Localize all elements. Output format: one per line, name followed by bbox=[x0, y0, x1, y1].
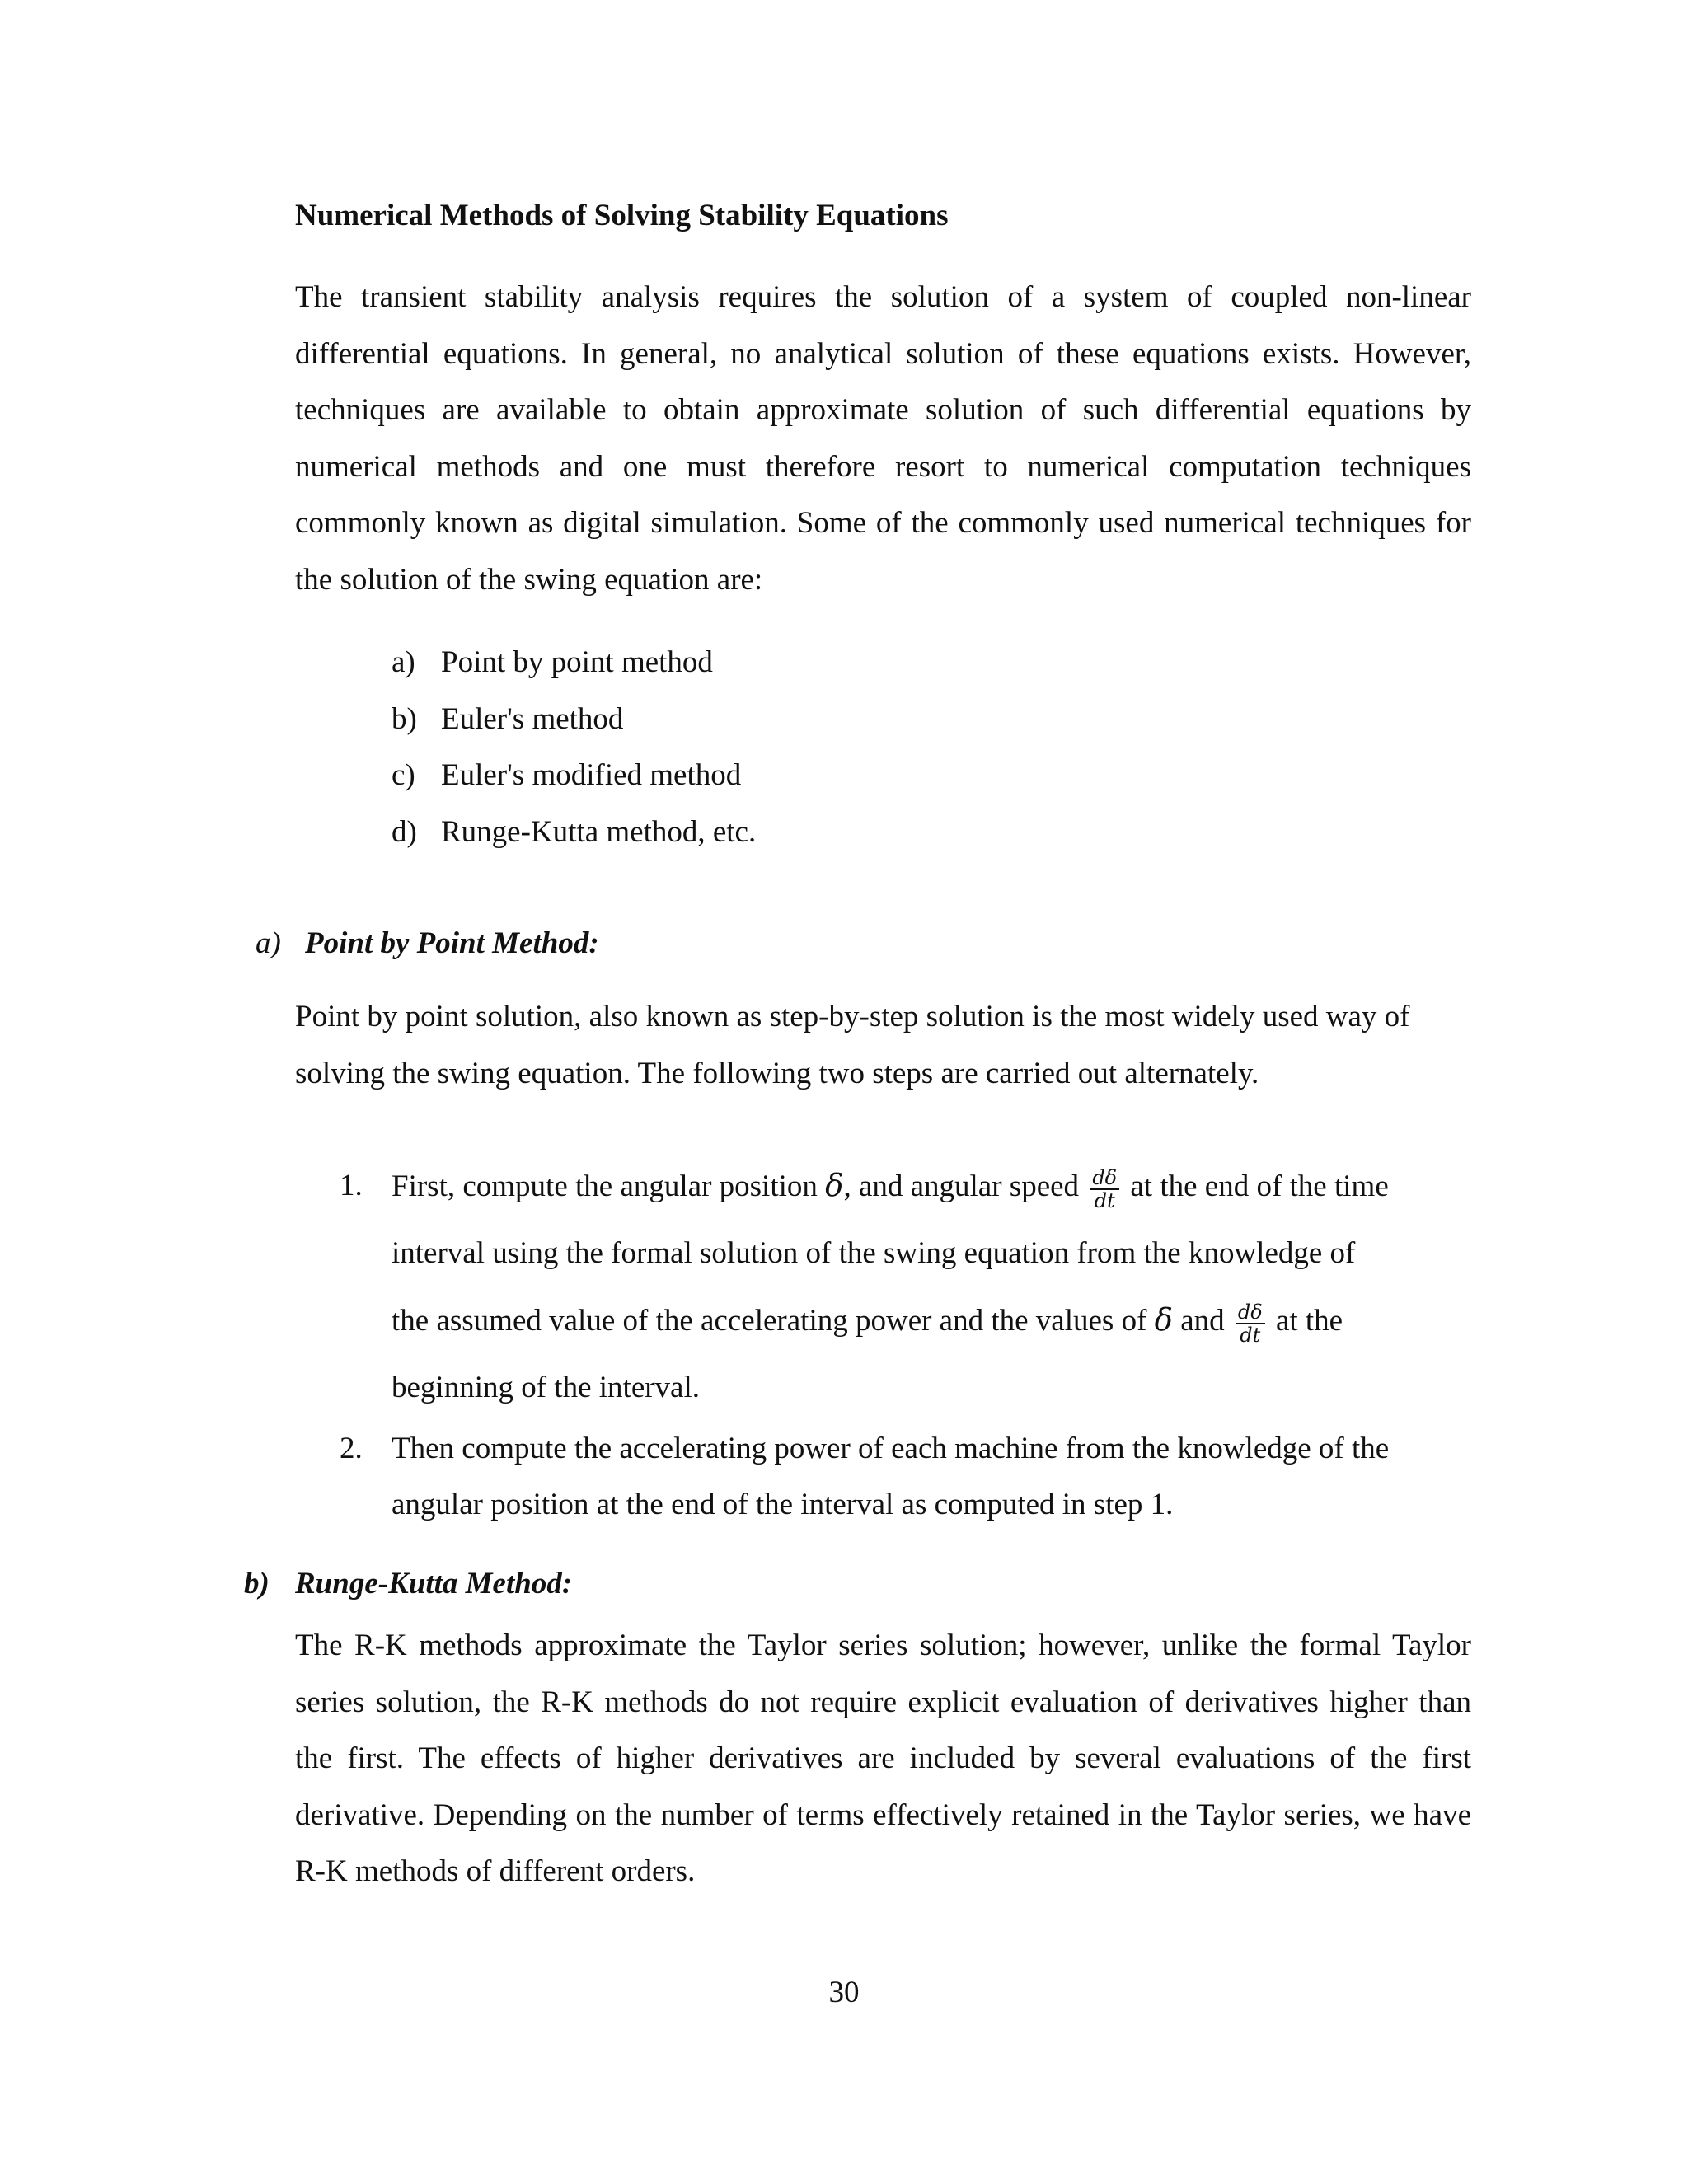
step-item bbox=[340, 1152, 1471, 1421]
step-text: at the end of the time bbox=[1123, 1169, 1389, 1203]
list-item-text: Runge-Kutta method, etc. bbox=[441, 814, 757, 849]
list-item bbox=[392, 691, 756, 748]
delta-symbol: δ bbox=[1154, 1302, 1173, 1338]
step-item bbox=[340, 1421, 1471, 1533]
step-text: First, compute the angular position bbox=[392, 1169, 826, 1203]
step-body bbox=[392, 1152, 1471, 1421]
step-body bbox=[392, 1421, 1471, 1533]
step-text: at the bbox=[1268, 1304, 1343, 1338]
fraction-numerator: dδ bbox=[1236, 1301, 1265, 1324]
step-number: 1. bbox=[340, 1169, 363, 1202]
step-line: interval using the formal solution of the swing equation from the knowledge of bbox=[392, 1236, 1356, 1270]
section-a-label: a) bbox=[256, 926, 281, 960]
section-b-heading bbox=[244, 1559, 572, 1609]
list-item bbox=[392, 804, 756, 861]
section-a-title: Point by Point Method: bbox=[305, 926, 599, 960]
step-line bbox=[392, 1152, 1471, 1221]
list-item bbox=[392, 748, 756, 804]
step-line: Then compute the accelerating power of each machine from the knowledge of the bbox=[392, 1432, 1390, 1465]
fraction-denominator: dt bbox=[1094, 1188, 1115, 1212]
section-b-label: b) bbox=[244, 1567, 270, 1601]
list-item-text: Euler's method bbox=[441, 701, 624, 736]
list-marker: d) bbox=[392, 814, 417, 849]
list-item-text: Euler's modified method bbox=[441, 758, 742, 792]
d-delta-dt-fraction bbox=[1236, 1301, 1265, 1346]
list-marker: a) bbox=[392, 645, 415, 679]
section-b-title: Runge-Kutta Method: bbox=[295, 1567, 573, 1601]
steps-list bbox=[340, 1152, 1471, 1533]
d-delta-dt-fraction bbox=[1090, 1167, 1119, 1212]
intro-paragraph: The transient stability analysis requires the solution of a system of coupled non-linear differential equations. In general, no analytical solution of these equations exists. However, techniques are available to obtain approximate solution of such differential equations by numerical methods and one must therefore resort to numerical computation techniques commonly known as digital simulation. Some of the commonly used numerical techniques for the solution of the swing equation are: bbox=[295, 280, 1471, 597]
list-marker: b) bbox=[392, 701, 417, 736]
point-by-point-paragraph: Point by point solution, also known as step-by-step solution is the most widely used way of solving the swing equation. The following two steps are carried out alternately. bbox=[295, 1000, 1410, 1090]
list-marker: c) bbox=[392, 758, 415, 792]
methods-list bbox=[392, 635, 756, 860]
step-line: beginning of the interval. bbox=[392, 1371, 701, 1404]
fraction-numerator: dδ bbox=[1090, 1167, 1119, 1190]
section-a-heading bbox=[256, 919, 599, 968]
step-text: , and angular speed bbox=[843, 1169, 1087, 1203]
page-heading: Numerical Methods of Solving Stability Equations bbox=[295, 199, 949, 232]
fraction-denominator: dt bbox=[1240, 1323, 1261, 1347]
delta-symbol: δ bbox=[825, 1168, 844, 1203]
list-item bbox=[392, 635, 756, 691]
runge-kutta-paragraph: The R-K methods approximate the Taylor series solution; however, unlike the formal Taylor series solution, the R-K methods do not require explicit evaluation of derivatives higher than the first. The effects of higher derivatives are included by several evaluations of the first derivative. Depending on the number of terms effectively retained in the Taylor series, we have R-K methods of different orders. bbox=[295, 1629, 1471, 1888]
page-number: 30 bbox=[828, 1975, 860, 2009]
step-line bbox=[392, 1286, 1471, 1355]
step-number: 2. bbox=[340, 1432, 363, 1465]
step-line: angular position at the end of the interval as computed in step 1. bbox=[392, 1488, 1174, 1521]
list-item-text: Point by point method bbox=[441, 645, 713, 679]
step-text: the assumed value of the accelerating power and the values of bbox=[392, 1304, 1155, 1338]
step-text: and bbox=[1172, 1304, 1232, 1338]
